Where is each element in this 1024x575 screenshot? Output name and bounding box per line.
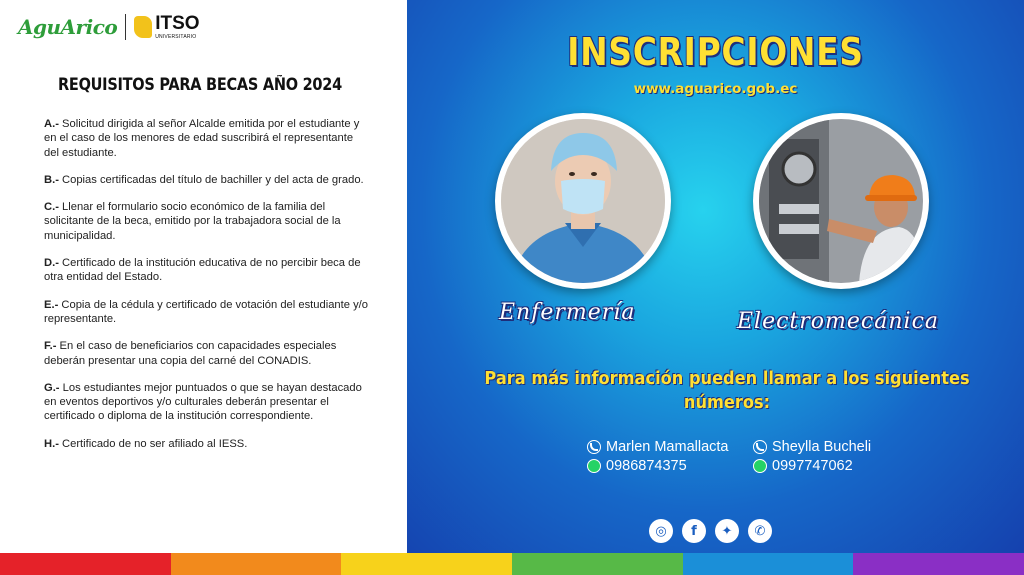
itso-logo <box>134 14 199 40</box>
requirement-text: Copia de la cédula y certificado de votación del estudiante y/o representante. <box>44 298 369 325</box>
nurse-photo <box>495 113 671 289</box>
contact-card <box>587 437 729 475</box>
contact-phone[interactable]: 0997747062 <box>772 457 853 474</box>
requirement-text: Certificado de la institución educativa de no percibir beca de otra entidad del Estado. <box>44 257 361 284</box>
requirement-item <box>44 437 370 451</box>
itso-logo-text: ITSO <box>155 13 200 34</box>
requirement-item <box>44 256 370 285</box>
logo-bar <box>18 14 200 40</box>
requirement-letter: F.- <box>44 340 57 353</box>
promo-title: INSCRIPCIONES <box>567 30 864 74</box>
itso-map-icon <box>134 16 152 38</box>
requirement-letter: G.- <box>44 381 60 394</box>
requirement-item <box>44 339 370 368</box>
phone-icon <box>587 440 601 454</box>
requirements-list <box>44 117 370 464</box>
itso-logo-subtitle: UNIVERSITARIO <box>155 34 197 40</box>
requirement-text: Solicitud dirigida al señor Alcalde emitida por el estudiante y en el caso de los menores de edad suscribirá el representante del estudiante. <box>44 118 360 159</box>
contact-name: Sheylla Bucheli <box>772 438 872 455</box>
requirement-letter: A.- <box>44 118 59 130</box>
requirements-panel <box>0 0 407 553</box>
contact-name: Marlen Mamallacta <box>606 438 729 455</box>
rainbow-stripe <box>0 553 1024 575</box>
requirement-letter: H.- <box>44 437 59 450</box>
career-nursing-label: Enfermería <box>499 300 636 325</box>
contact-card <box>753 437 871 475</box>
requirement-item <box>44 381 370 424</box>
requirement-text: Copias certificadas del título de bachiller y del acta de grado. <box>58 173 364 186</box>
technician-photo <box>753 113 929 289</box>
requirement-item <box>44 200 370 243</box>
info-text: Para más información pueden llamar a los siguientes números: <box>484 368 970 413</box>
requirements-title: REQUISITOS PARA BECAS AÑO 2024 <box>58 75 342 94</box>
nurse-illustration <box>501 119 665 283</box>
stripe-segment <box>341 553 512 575</box>
contact-phone[interactable]: 0986874375 <box>606 457 687 474</box>
requirement-letter: E.- <box>44 298 59 311</box>
technician-illustration <box>759 119 923 283</box>
stripe-segment <box>0 553 171 575</box>
requirement-text: Certificado de no ser afiliado al IESS. <box>58 437 248 450</box>
promo-url[interactable]: www.aguarico.gob.ec <box>633 81 798 97</box>
requirement-letter: C.- <box>44 201 59 214</box>
requirement-letter: B.- <box>44 173 59 186</box>
requirement-item <box>44 173 370 187</box>
phone-icon <box>753 440 767 454</box>
career-electromechanics-label: Electromecánica <box>737 309 939 334</box>
requirement-item <box>44 117 370 160</box>
aguarico-logo: AguArico <box>18 15 118 39</box>
requirement-text: Llenar el formulario socio económico de la familia del solicitante de la beca, emitido por la trabajadora social de la municipalidad. <box>44 201 341 242</box>
stripe-segment <box>853 553 1024 575</box>
whatsapp-icon <box>753 459 767 473</box>
instagram-icon[interactable]: ◎ <box>649 519 673 543</box>
requirement-item <box>44 298 370 327</box>
requirement-letter: D.- <box>44 257 59 270</box>
stripe-segment <box>171 553 342 575</box>
promo-panel <box>407 0 1024 553</box>
social-icons <box>649 519 772 543</box>
requirement-text: Los estudiantes mejor puntuados o que se hayan destacado en eventos deportivos y/o culturales deberán presentar el certificado o diploma de la institución correspondiente. <box>44 381 362 423</box>
requirement-text: En el caso de beneficiarios con capacidades especiales deberán presentar una copia del carné del CONADIS. <box>44 340 337 367</box>
logo-divider <box>125 14 126 40</box>
whatsapp-icon[interactable]: ✆ <box>748 519 772 543</box>
stripe-segment <box>512 553 683 575</box>
stripe-segment <box>683 553 854 575</box>
whatsapp-icon <box>587 459 601 473</box>
twitter-icon[interactable]: ✦ <box>715 519 739 543</box>
facebook-icon[interactable]: f <box>682 519 706 543</box>
